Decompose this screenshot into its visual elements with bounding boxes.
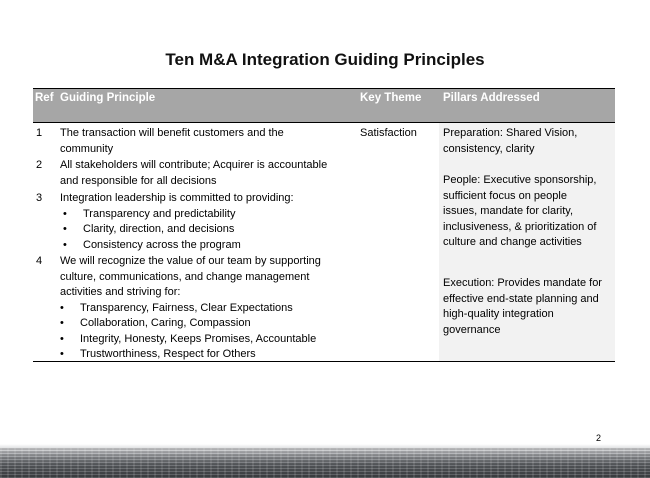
page-number: 2 bbox=[596, 433, 602, 443]
row-4-ref: 4 bbox=[36, 255, 43, 267]
pillar-people-line-2: sufficient focus on people bbox=[443, 189, 567, 202]
bullet-glyph: • bbox=[63, 207, 67, 220]
footer-texture-band bbox=[0, 448, 650, 478]
row-3-ref: 3 bbox=[36, 192, 43, 204]
row-2-line-2: and responsible for all decisions bbox=[60, 174, 217, 187]
row-2-ref: 2 bbox=[36, 159, 43, 171]
bullet-glyph: • bbox=[63, 238, 67, 251]
row-1-line-2: community bbox=[60, 142, 114, 155]
row-1-ref: 1 bbox=[36, 127, 43, 139]
header-guiding-principle: Guiding Principle bbox=[60, 92, 156, 104]
row-4-line-1: We will recognize the value of our team by supporting bbox=[60, 255, 321, 267]
header-pillars-addressed: Pillars Addressed bbox=[443, 92, 540, 104]
bullet-text: Transparency, Fairness, Clear Expectations bbox=[80, 301, 293, 314]
pillar-execution-line-3: high-quality integration bbox=[443, 308, 554, 320]
pillar-execution-line-4: governance bbox=[443, 323, 501, 336]
pillar-execution-line-1: Execution: Provides mandate for bbox=[443, 277, 602, 289]
table-body bbox=[33, 123, 615, 362]
bullet-text: Integrity, Honesty, Keeps Promises, Accountable bbox=[80, 332, 317, 345]
pillar-execution-line-2: effective end-state planning and bbox=[443, 292, 599, 305]
bullet-glyph: • bbox=[60, 301, 64, 314]
key-theme-value: Satisfaction bbox=[360, 127, 417, 139]
row-1-line-1: The transaction will benefit customers and the bbox=[60, 127, 284, 139]
pillar-preparation-line-1: Preparation: Shared Vision, bbox=[443, 127, 578, 139]
bullet-text: Collaboration, Caring, Compassion bbox=[80, 317, 251, 329]
principles-table bbox=[33, 88, 615, 362]
pillar-people-line-1: People: Executive sponsorship, bbox=[443, 174, 597, 186]
pillar-people-line-5: culture and change activities bbox=[443, 236, 582, 248]
bullet-text: Clarity, direction, and decisions bbox=[83, 223, 235, 235]
row-4-line-2: culture, communications, and change management bbox=[60, 270, 310, 283]
row-4-line-3: activities and striving for: bbox=[60, 286, 181, 298]
row-3-line-1: Integration leadership is committed to providing: bbox=[60, 192, 294, 204]
bullet-text: Consistency across the program bbox=[83, 238, 241, 251]
header-ref: Ref bbox=[35, 92, 54, 104]
bullet-glyph: • bbox=[60, 332, 64, 345]
bullet-glyph: • bbox=[63, 223, 67, 235]
row-2-line-1: All stakeholders will contribute; Acquirer is accountable bbox=[60, 159, 328, 171]
bullet-text: Trustworthiness, Respect for Others bbox=[80, 348, 256, 360]
bullet-glyph: • bbox=[60, 317, 64, 329]
pillar-people-line-4: inclusiveness, & prioritization of bbox=[443, 220, 597, 233]
slide-title: Ten M&A Integration Guiding Principles bbox=[165, 50, 485, 69]
pillar-preparation-line-2: consistency, clarity bbox=[443, 142, 535, 155]
table-header-row bbox=[33, 88, 615, 123]
bullet-glyph: • bbox=[60, 348, 64, 360]
pillar-people-line-3: issues, mandate for clarity, bbox=[443, 205, 574, 217]
bullet-text: Transparency and predictability bbox=[83, 207, 236, 220]
header-key-theme: Key Theme bbox=[360, 92, 422, 104]
